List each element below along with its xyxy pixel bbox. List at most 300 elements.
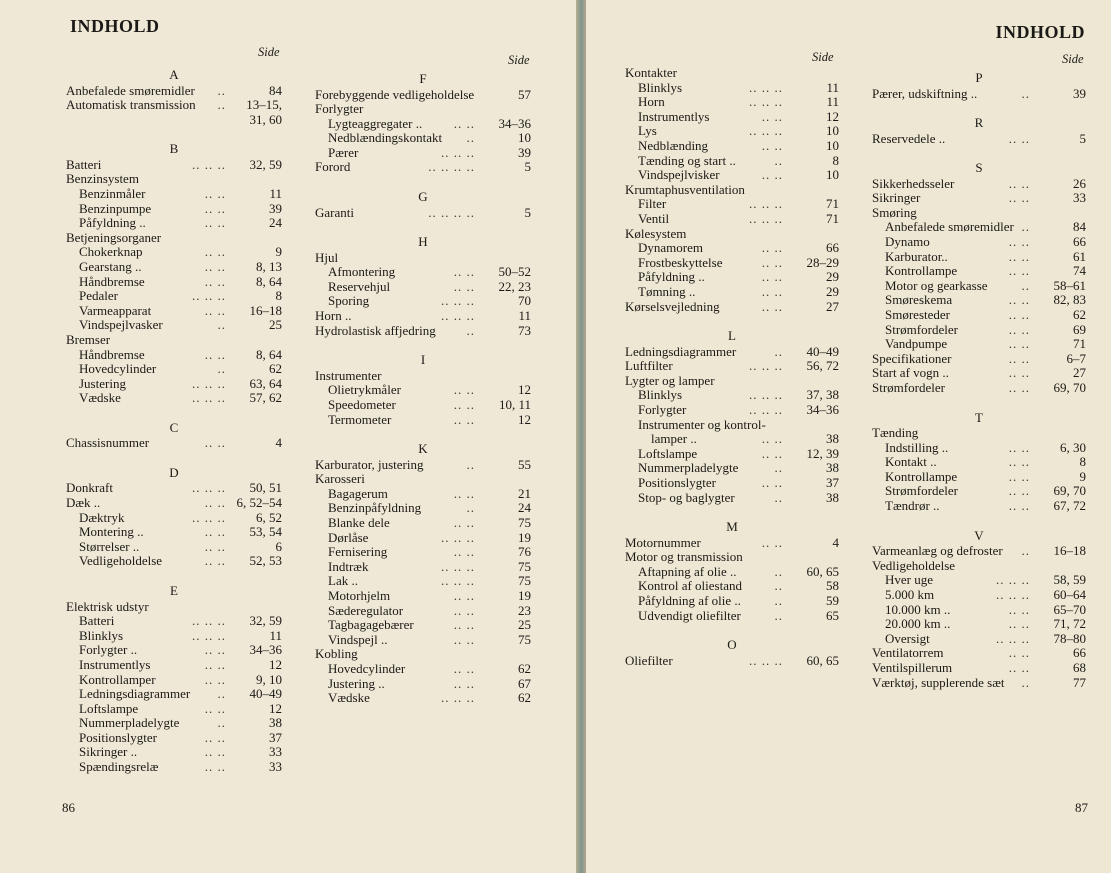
entry-title: Smøring (872, 204, 917, 220)
entry-title: Speedometer (328, 396, 396, 412)
index-entry (315, 691, 531, 706)
leader-dots: .. (774, 593, 783, 608)
leader-dots: .. .. .. (441, 690, 475, 706)
entry-title: Kontrollamper (79, 671, 156, 687)
index-entry (315, 662, 531, 677)
entry-title: Vædske (328, 690, 370, 706)
index-entry (625, 345, 839, 360)
entry-title: Motornummer (625, 534, 701, 550)
index-entry (625, 81, 839, 96)
section-letter: K (418, 441, 428, 457)
entry-page: 24 (269, 215, 282, 231)
entry-page: 28–29 (806, 254, 839, 270)
leader-dots: .. .. (204, 302, 226, 318)
index-entry (315, 501, 531, 516)
index-entry (66, 216, 282, 231)
entry-page: 22, 23 (498, 278, 531, 294)
entry-page: 60–64 (1053, 586, 1086, 602)
index-entry (66, 540, 282, 555)
leader-dots: .. .. (453, 544, 475, 560)
leader-dots: .. .. (204, 524, 226, 540)
index-entry (66, 436, 282, 451)
entry-title: Størrelser .. (79, 538, 140, 554)
index-entry (66, 245, 282, 260)
entry-page: 8, 64 (256, 273, 282, 289)
entry-title: Tagbagagebærer (328, 617, 414, 633)
entry-title: Karburator, justering (315, 456, 424, 472)
entry-title: Hovedcylinder (79, 361, 157, 377)
entry-page: 32, 59 (249, 156, 282, 172)
entry-title: Betjeningsorganer (66, 229, 162, 245)
entry-title: Benzinmåler (79, 185, 146, 201)
side-label: Side (812, 50, 834, 64)
entry-title: Frostbeskyttelse (638, 254, 723, 270)
leader-dots: .. .. (1008, 380, 1030, 395)
index-entry (66, 745, 282, 760)
entry-title: Indtræk (328, 558, 369, 574)
entry-page: 53, 54 (249, 524, 282, 540)
entry-title: Smøreskema (885, 292, 953, 308)
index-entry (315, 131, 531, 146)
index-entry (625, 461, 839, 476)
leader-dots: .. .. (204, 435, 226, 451)
leader-dots: .. .. .. (996, 572, 1030, 588)
index-entry (66, 496, 282, 511)
entry-title: Krumtaphusventilation (625, 181, 745, 197)
section-letter: V (974, 527, 984, 543)
index-entry (315, 146, 531, 161)
leader-dots: .. .. (204, 185, 226, 201)
entry-page: 68 (1073, 659, 1086, 675)
leader-dots: .. .. (204, 553, 226, 569)
index-entry (872, 323, 1086, 338)
entry-page: 9 (275, 244, 282, 260)
entry-page: 63, 64 (249, 375, 282, 391)
leader-dots: .. .. (1008, 645, 1030, 661)
entry-page: 78–80 (1053, 630, 1086, 646)
leader-dots: .. .. .. (192, 627, 226, 643)
entry-page: 75 (518, 631, 531, 647)
leader-dots: .. (466, 322, 475, 338)
leader-dots: .. .. (204, 671, 226, 687)
entry-page: 6, 52 (256, 509, 282, 525)
entry-page: 6 (275, 538, 282, 554)
entry-page: 8 (1079, 454, 1086, 470)
index-entry (625, 110, 839, 125)
index-entry (315, 545, 531, 560)
entry-title: Aftapning af olie .. (638, 563, 737, 579)
leader-dots: .. .. (204, 346, 226, 362)
index-column-a-e (66, 60, 282, 775)
entry-title: Blinklys (638, 387, 683, 403)
entry-title: Tænding og start .. (638, 152, 736, 168)
leader-dots: .. .. (1008, 616, 1030, 632)
entry-title: Tænding (872, 425, 919, 441)
leader-dots: .. .. .. (749, 387, 783, 403)
entry-title: Loftslampe (638, 445, 698, 461)
entry-title: Motor og transmission (625, 549, 743, 565)
index-entry (872, 220, 1086, 235)
leader-dots: .. .. (453, 411, 475, 427)
entry-title: Instrumentlys (638, 108, 710, 124)
entry-title: Kontrollampe (885, 263, 958, 279)
leader-dots: .. .. .. (996, 630, 1030, 646)
leader-dots: .. .. (453, 617, 475, 633)
leader-dots: .. .. (761, 283, 783, 299)
entry-page: 71 (1073, 336, 1086, 352)
index-entry (315, 472, 531, 487)
index-entry (315, 604, 531, 619)
entry-page: 52, 53 (249, 553, 282, 569)
index-entry (872, 308, 1086, 323)
leader-dots: .. .. (761, 108, 783, 124)
index-entry (872, 499, 1086, 514)
entry-title: Lygteaggregater .. (328, 115, 423, 131)
entry-title: Blinklys (638, 79, 683, 95)
entry-page: 38 (826, 489, 839, 505)
section-letter: A (169, 67, 179, 82)
leader-dots: .. (1021, 85, 1030, 101)
entry-title: 10.000 km .. (885, 601, 951, 617)
leader-dots: .. .. (453, 587, 475, 603)
index-entry (66, 172, 282, 187)
index-entry (66, 511, 282, 526)
entry-title: Horn (638, 94, 665, 110)
leader-dots: .. (217, 317, 226, 333)
entry-title: Spændingsrelæ (79, 759, 159, 775)
entry-title: Varmeanlæg og defroster (872, 543, 1003, 559)
entry-page: 25 (518, 617, 531, 633)
page-heading: INDHOLD (995, 22, 1085, 42)
entry-title: Positionslygter (79, 729, 158, 745)
leader-dots: .. .. (1008, 307, 1030, 323)
entry-title: Pærer (328, 144, 359, 160)
index-entry (872, 646, 1086, 661)
leader-dots: .. .. .. (192, 390, 226, 406)
leader-dots: .. .. (453, 278, 475, 294)
leader-dots: .. .. (761, 298, 783, 314)
leader-dots: .. .. .. (441, 573, 475, 589)
leader-dots: .. .. (453, 602, 475, 618)
entry-page: 55 (518, 456, 531, 472)
leader-dots: .. .. (1008, 190, 1030, 206)
index-entry (625, 300, 839, 315)
entry-title: Termometer (328, 411, 392, 427)
entry-title: Strømfordeler (885, 483, 958, 499)
index-entry (66, 289, 282, 304)
index-entry (872, 381, 1086, 396)
index-entry (66, 643, 282, 658)
leader-dots: .. .. (761, 269, 783, 285)
leader-dots: .. .. .. (749, 94, 783, 110)
index-entry (872, 206, 1086, 221)
entry-page: 58, 59 (1053, 572, 1086, 588)
entry-page: 12 (826, 108, 839, 124)
entry-page: 10, 11 (498, 396, 531, 412)
entry-page: 12 (269, 700, 282, 716)
entry-page: 25 (269, 317, 282, 333)
entry-title: Vindspejlvisker (638, 167, 720, 183)
entry-title: Ventil (638, 210, 670, 226)
entry-title: Påfyldning af olie .. (638, 593, 741, 608)
entry-page: 58–61 (1053, 277, 1086, 293)
index-entry (315, 383, 531, 398)
entry-title: Kontakt .. (885, 454, 937, 470)
entry-title: Kontrol af oliestand (638, 578, 742, 594)
entry-page: 67, 72 (1053, 498, 1086, 514)
leader-dots: .. .. .. (441, 144, 475, 160)
leader-dots: .. .. .. (749, 652, 783, 668)
entry-page: 39 (269, 200, 282, 216)
leader-dots: .. .. (1008, 659, 1030, 675)
entry-page: 57, 62 (249, 390, 282, 406)
entry-page: 5 (524, 204, 531, 220)
entry-page: 50, 51 (249, 480, 282, 496)
entry-page: 10 (826, 123, 839, 139)
entry-page: 62 (1073, 307, 1086, 323)
entry-title: Kobling (315, 646, 358, 662)
entry-page: 67 (518, 675, 531, 691)
leader-dots: .. .. .. (441, 529, 475, 545)
entry-page: 71 (826, 210, 839, 226)
leader-dots: .. .. (1008, 336, 1030, 352)
section-letter: C (169, 419, 179, 435)
entry-title: Karburator.. (885, 248, 948, 264)
entry-title: Anbefalede smøremidler (885, 219, 1014, 235)
index-entry (872, 279, 1086, 294)
index-entry (625, 418, 839, 433)
index-entry (66, 658, 282, 673)
entry-page: 10 (826, 137, 839, 153)
entry-page: 5 (1079, 130, 1086, 146)
leader-dots: .. .. (204, 495, 226, 511)
entry-page: 74 (1073, 263, 1086, 279)
index-entry (66, 318, 282, 333)
entry-page: 39 (1073, 85, 1086, 101)
index-entry (66, 377, 282, 392)
entry-page: 27 (826, 298, 839, 314)
index-entry (625, 359, 839, 374)
leader-dots: .. (774, 563, 783, 579)
entry-page: 8, 64 (256, 346, 282, 362)
entry-page: 40–49 (806, 343, 839, 359)
index-column-f-k (315, 64, 531, 706)
index-entry (872, 588, 1086, 603)
entry-title: Garanti (315, 204, 354, 220)
index-entry (66, 362, 282, 377)
index-entry (872, 544, 1086, 559)
index-entry (66, 98, 282, 113)
leader-dots: .. .. (204, 538, 226, 554)
entry-page: 11 (826, 94, 839, 110)
index-entry (66, 113, 282, 128)
entry-page: 71 (826, 196, 839, 212)
leader-dots: .. .. .. (192, 288, 226, 304)
entry-page: 24 (518, 500, 531, 516)
leader-dots: .. (466, 456, 475, 472)
leader-dots: .. (774, 460, 783, 476)
entry-page: 38 (826, 460, 839, 476)
entry-page: 6, 30 (1060, 439, 1086, 455)
leader-dots: .. .. (1008, 350, 1030, 366)
index-entry (315, 677, 531, 692)
entry-title: Luftfilter (625, 358, 673, 374)
index-entry (625, 168, 839, 183)
entry-page: 13–15, (246, 97, 282, 113)
index-entry (66, 716, 282, 731)
entry-page: 11 (269, 627, 282, 643)
entry-title: Stop- og baglygter (638, 489, 735, 505)
entry-page: 9 (1079, 468, 1086, 484)
index-entry (315, 324, 531, 339)
section-letter: S (975, 160, 983, 176)
leader-dots: .. .. (204, 273, 226, 289)
entry-page: 8, 13 (256, 258, 282, 274)
entry-page: 38 (826, 431, 839, 447)
index-entry (872, 337, 1086, 352)
index-entry (315, 251, 531, 266)
entry-title: Hver uge (885, 572, 934, 588)
index-entry (872, 132, 1086, 147)
entry-title: Hjul (315, 249, 339, 265)
index-entry (625, 154, 839, 169)
leader-dots: .. .. (1008, 483, 1030, 499)
entry-title: 5.000 km (885, 586, 935, 602)
entry-title: Reservehjul (328, 278, 391, 294)
entry-title: Bremser (66, 331, 111, 347)
index-entry (315, 647, 531, 662)
index-entry (315, 369, 531, 384)
entry-title: Forebyggende vedligeholdelse (315, 86, 475, 102)
leader-dots: .. .. (453, 264, 475, 280)
index-entry (872, 603, 1086, 618)
section-letter: B (169, 141, 179, 157)
entry-title: Chokerknap (79, 244, 143, 260)
entry-page: 62 (518, 690, 531, 706)
index-entry (625, 95, 839, 110)
section-letter: P (975, 70, 983, 85)
leader-dots: .. (1021, 277, 1030, 293)
book-gutter (576, 0, 586, 873)
entry-title: Kørselsvejledning (625, 298, 720, 314)
entry-page: 77 (1073, 674, 1086, 690)
entry-title: Forlygter (315, 101, 364, 117)
entry-title: Vandpumpe (885, 336, 948, 352)
entry-page: 32, 59 (249, 613, 282, 629)
leader-dots: .. .. (453, 115, 475, 131)
leader-dots: .. .. (1008, 130, 1030, 146)
index-column-p-v (872, 63, 1086, 690)
index-entry (625, 403, 839, 418)
index-entry (872, 484, 1086, 499)
index-entry (872, 177, 1086, 192)
entry-title: Bagagerum (328, 485, 388, 501)
entry-title: Benzinpåfyldning (328, 500, 422, 516)
entry-page: 57 (518, 86, 531, 102)
index-entry (66, 600, 282, 615)
entry-title: Ventilspillerum (872, 659, 953, 675)
leader-dots: .. .. .. (996, 586, 1030, 602)
entry-page: 29 (826, 269, 839, 285)
entry-title: Justering (79, 375, 126, 391)
entry-title: Dæk .. (66, 495, 101, 511)
index-entry (66, 525, 282, 540)
entry-title: Ledningsdiagrammer (625, 343, 737, 359)
index-entry (315, 102, 531, 117)
leader-dots: .. .. (761, 167, 783, 183)
entry-title: Sikringer (872, 190, 921, 206)
index-entry (315, 516, 531, 531)
entry-page: 11 (518, 308, 531, 324)
entry-title: lamper .. (651, 431, 697, 447)
leader-dots: .. .. (1008, 454, 1030, 470)
entry-page: 34–36 (249, 642, 282, 658)
index-entry (872, 661, 1086, 676)
entry-page: 60, 65 (806, 652, 839, 668)
leader-dots: .. .. (1008, 263, 1030, 279)
section-letter: E (170, 583, 178, 599)
index-entry (66, 481, 282, 496)
leader-dots: .. .. (761, 137, 783, 153)
index-entry (872, 352, 1086, 367)
index-entry (625, 654, 839, 669)
entry-page: 60, 65 (806, 563, 839, 579)
entry-page: 4 (832, 534, 839, 550)
leader-dots: .. .. (1008, 439, 1030, 455)
section-letter: D (169, 464, 179, 480)
leader-dots: .. .. (453, 631, 475, 647)
index-entry (315, 413, 531, 428)
entry-page: 4 (275, 435, 282, 451)
entry-title: Tændrør .. (885, 498, 940, 514)
leader-dots: .. .. .. (749, 123, 783, 139)
index-entry (66, 614, 282, 629)
entry-title: Vindspejl .. (328, 631, 388, 647)
entry-title: Montering .. (79, 524, 144, 540)
entry-page: 37 (269, 729, 282, 745)
entry-title: Vindspejlvasker (79, 317, 163, 333)
entry-title: Varmeapparat (79, 302, 152, 318)
entry-page: 33 (269, 744, 282, 760)
leader-dots: .. .. .. (749, 401, 783, 417)
entry-title: Hydrolastisk affjedring (315, 322, 436, 338)
section-letter: T (975, 409, 983, 425)
leader-dots: .. .. (204, 729, 226, 745)
index-entry (625, 594, 839, 609)
index-column-k-o (625, 66, 839, 668)
leader-dots: .. (466, 500, 475, 516)
leader-dots: .. (774, 152, 783, 168)
index-entry (872, 441, 1086, 456)
index-entry (315, 487, 531, 502)
index-entry (872, 676, 1086, 691)
entry-page: 16–18 (1053, 543, 1086, 559)
index-entry (872, 87, 1086, 102)
entry-title: Gearstang .. (79, 258, 142, 274)
entry-page: 23 (518, 602, 531, 618)
entry-page: 12, 39 (806, 445, 839, 461)
entry-title: Nedblændingskontakt (328, 130, 443, 146)
side-label: Side (508, 53, 530, 67)
leader-dots: .. .. .. (192, 480, 226, 496)
leader-dots: .. .. .. (749, 358, 783, 374)
entry-title: Forord (315, 159, 351, 175)
entry-title: Lak .. (328, 573, 358, 589)
index-entry (625, 241, 839, 256)
entry-page: 56, 72 (806, 358, 839, 374)
entry-page: 71, 72 (1053, 616, 1086, 632)
entry-title: Donkraft (66, 480, 113, 496)
